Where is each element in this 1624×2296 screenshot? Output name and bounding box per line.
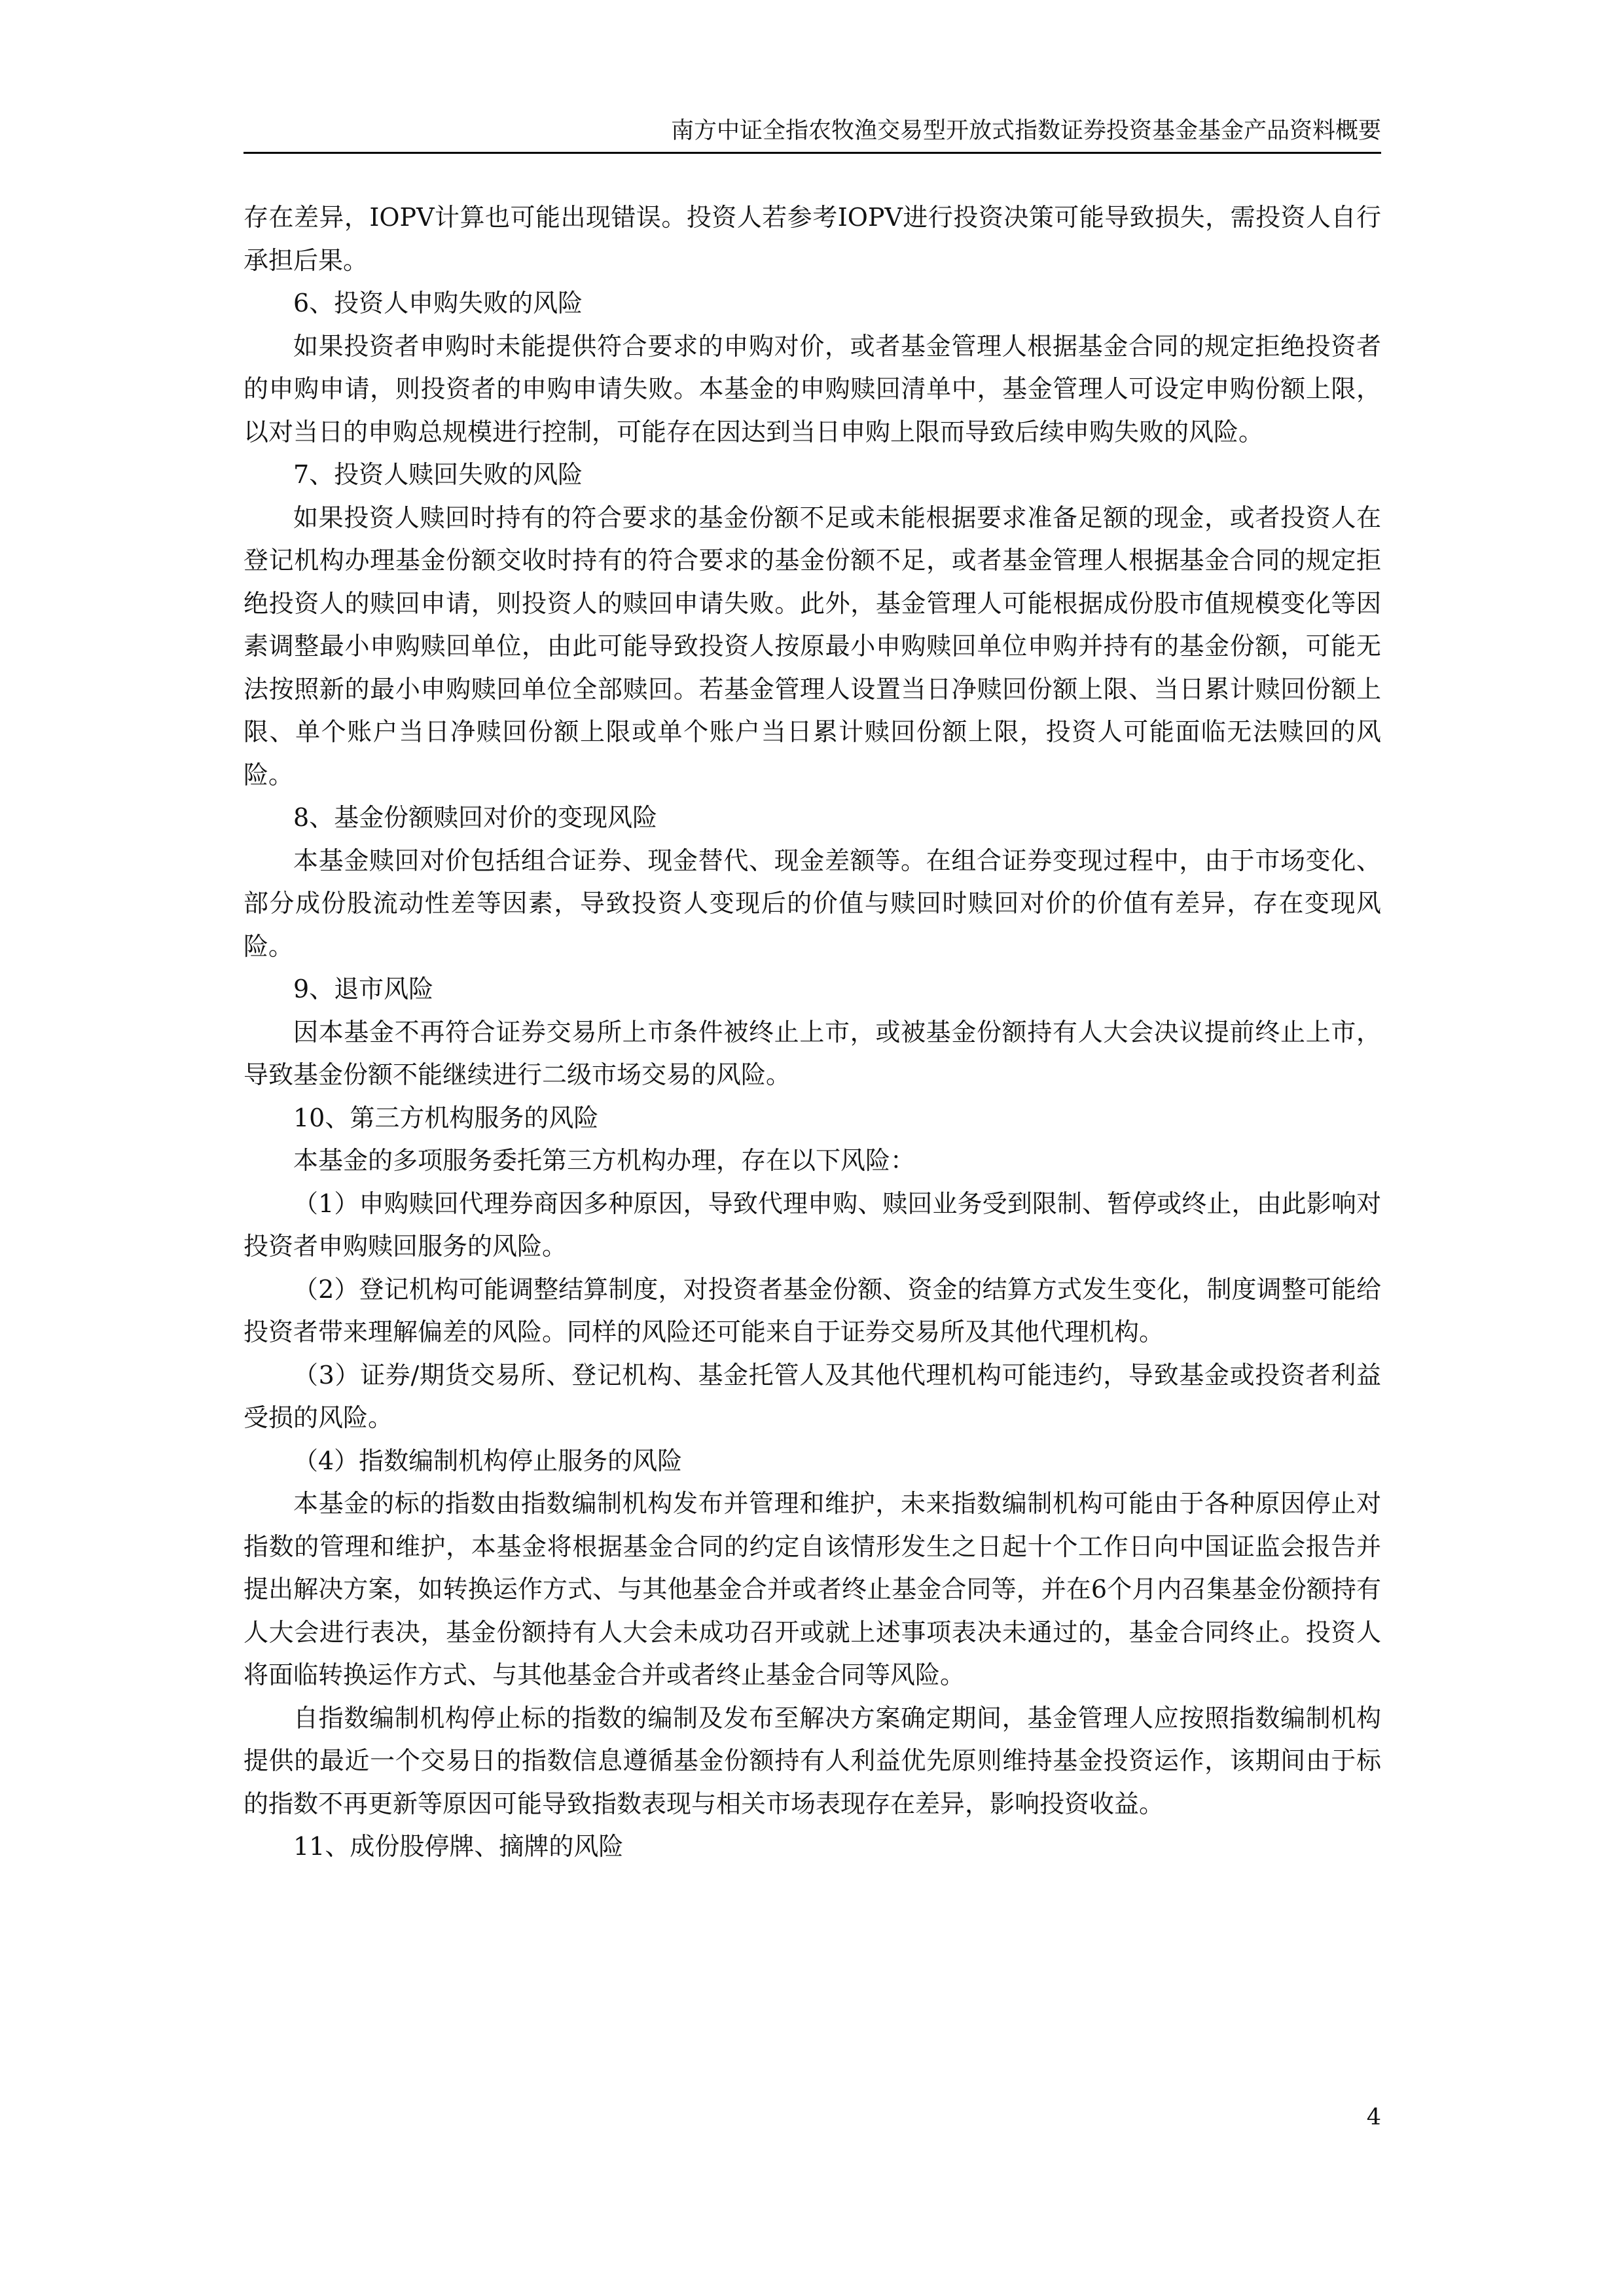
running-header: 南方中证全指农牧渔交易型开放式指数证券投资基金基金产品资料概要 <box>670 118 1381 144</box>
body-paragraph: 自指数编制机构停止标的指数的编制及发布至解决方案确定期间，基金管理人应按照指数编制机构提供的最近一个交易日的指数信息遵循基金份额持有人利益优先原则维持基金投资运作，该期间由于标的指数不再更新等原因可能导致指数表现与相关市场表现存在差异，影响投资收益。 <box>244 1703 1381 1818</box>
section-heading-10: 10、第三方机构服务的风险 <box>293 1103 599 1132</box>
body-paragraph: 本基金的标的指数由指数编制机构发布并管理和维护，未来指数编制机构可能由于各种原因停止对指数的管理和维护，本基金将根据基金合同的约定自该情形发生之日起十个工作日向中国证监会报告并提出解决方案，如转换运作方式、与其他基金合并或者终止基金合同等，并在6个月内召集基金份额持有人大会进行表决，基金份额持有人大会未成功召开或就上述事项表决未通过的，基金合同终止。投资人将面临转换运作方式、与其他基金合并或者终止基金合同等风险。 <box>244 1489 1381 1689</box>
body-paragraph: 本基金的多项服务委托第三方机构办理，存在以下风险： <box>293 1146 916 1175</box>
list-item-2: （2）登记机构可能调整结算制度，对投资者基金份额、资金的结算方式发生变化，制度调整可能给投资者带来理解偏差的风险。同样的风险还可能来自于证券交易所及其他代理机构。 <box>244 1274 1381 1346</box>
document-body <box>244 196 1381 1869</box>
list-item-4: （4）指数编制机构停止服务的风险 <box>293 1446 683 1475</box>
section-heading-11: 11、成份股停牌、摘牌的风险 <box>293 1832 624 1861</box>
header-divider <box>244 152 1381 154</box>
section-heading-7: 7、投资人赎回失败的风险 <box>293 460 583 489</box>
list-item-1: （1）申购赎回代理券商因多种原因，导致代理申购、赎回业务受到限制、暂停或终止，由此影响对投资者申购赎回服务的风险。 <box>244 1189 1381 1261</box>
list-item-3: （3）证券/期货交易所、登记机构、基金托管人及其他代理机构可能违约，导致基金或投资者利益受损的风险。 <box>244 1360 1381 1432</box>
continuation-paragraph: 存在差异，IOPV计算也可能出现错误。投资人若参考IOPV进行投资决策可能导致损失，需投资人自行承担后果。 <box>244 203 1381 275</box>
section-heading-6: 6、投资人申购失败的风险 <box>293 289 583 317</box>
body-paragraph: 因本基金不再符合证券交易所上市条件被终止上市，或被基金份额持有人大会决议提前终止上市，导致基金份额不能继续进行二级市场交易的风险。 <box>244 1017 1381 1089</box>
section-heading-9: 9、退市风险 <box>293 975 434 1003</box>
page-number: 4 <box>1366 2104 1381 2130</box>
section-heading-8: 8、基金份额赎回对价的变现风险 <box>293 803 658 832</box>
body-paragraph: 如果投资人赎回时持有的符合要求的基金份额不足或未能根据要求准备足额的现金，或者投资人在登记机构办理基金份额交收时持有的符合要求的基金份额不足，或者基金管理人根据基金合同的规定拒绝投资人的赎回申请，则投资人的赎回申请失败。此外，基金管理人可能根据成份股市值规模变化等因素调整最小申购赎回单位，由此可能导致投资人按原最小申购赎回单位申购并持有的基金份额，可能无法按照新的最小申购赎回单位全部赎回。若基金管理人设置当日净赎回份额上限、当日累计赎回份额上限、单个账户当日净赎回份额上限或单个账户当日累计赎回份额上限，投资人可能面临无法赎回的风险。 <box>244 503 1381 789</box>
body-paragraph: 本基金赎回对价包括组合证券、现金替代、现金差额等。在组合证券变现过程中，由于市场变化、部分成份股流动性差等因素，导致投资人变现后的价值与赎回时赎回对价的价值有差异，存在变现风险。 <box>244 846 1381 961</box>
body-paragraph: 如果投资者申购时未能提供符合要求的申购对价，或者基金管理人根据基金合同的规定拒绝投资者的申购申请，则投资者的申购申请失败。本基金的申购赎回清单中，基金管理人可设定申购份额上限，以对当日的申购总规模进行控制，可能存在因达到当日申购上限而导致后续申购失败的风险。 <box>244 331 1381 446</box>
